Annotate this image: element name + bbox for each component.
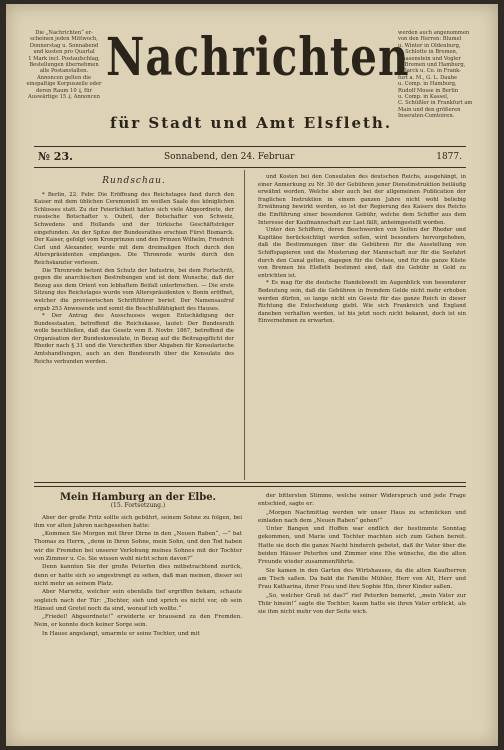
feuilleton-left-column bbox=[34, 492, 242, 638]
feuilleton-paragraph: In Hause angelangt, umarmte er seine Tochter, und mit bbox=[42, 630, 200, 637]
feuilleton-paragraph: Unter Bangen und Hoffen war endlich der bestimmte Sonntag gekommen, und Marie und Tochter machten sich zum Gehen bereit. Hatte sie doch die ganze Nacht hindurch gebetet, daß ihr Vater über die beiden Häuser Peterfen und Zimmer eine Ehe wünsche, die die alten Freunde wieder zusammenführte. bbox=[258, 526, 466, 566]
box-line: und kosten pro Quartal bbox=[33, 49, 95, 56]
feuilleton-subtitle: (15. Fortsetzung.) bbox=[110, 502, 166, 510]
box-line: C. Schlotte in Bremen, bbox=[398, 49, 458, 56]
subscription-info-box bbox=[18, 30, 110, 103]
feuilleton-rule-double bbox=[34, 486, 466, 487]
section-heading-rundschau: Rundschau. bbox=[102, 176, 166, 186]
feuilleton-paragraph: Denn kannten Sie der große Peterfen dies mitbetrachtend zurück, denn er hatte sich so angestrengt zu sehen, daß man meinen, dieser sei nicht mehr an seinem Platz. bbox=[34, 564, 242, 587]
box-line: 1 Mark incl. Postaufschlag, bbox=[28, 55, 100, 62]
box-line: Annoncen gelten die bbox=[36, 74, 92, 81]
feuilleton-right-column bbox=[258, 492, 466, 616]
feuilleton-paragraph: Aber Marwitz, welcher sein ebenfalls tief ergriffen bekam, schaute sogleich nach der Tür: „Tochter, sieh und sprich es nicht vor, ob sein Hänsel und Gretel noch da sind, worauf ich wollte.“ bbox=[34, 589, 242, 612]
box-line: Bestellungen übernehmen bbox=[29, 62, 99, 69]
column-divider bbox=[244, 170, 245, 480]
feuilleton-paragraph: „So, welcher Gruß ist das?“ rief Peterfen bemerkt, „mein Vater zur Thür hinein!“ sagte die Tochter; kaum hatte sie ihren Vater erblickt, als sie ihm nicht mehr von der Seite wich. bbox=[258, 592, 466, 616]
feuilleton-paragraph: der bittersten Stimme, welche seiner Widerspruch und jede Frage entschied, sagte er: bbox=[258, 493, 466, 508]
feuilleton-paragraph: Aber der große Fritz sollte sich gebührt, seinem Sohne zu folgen, bei ihm vor alten Jahren nachgesehen hatte: bbox=[34, 514, 242, 529]
box-line: J. Barck u. Co. in Frank- bbox=[398, 68, 461, 75]
box-line: von den Herren: Blumel bbox=[398, 36, 462, 43]
box-line: alle Postanstalten. bbox=[39, 68, 89, 75]
box-line: Inseraten-Comtoiren. bbox=[398, 113, 455, 120]
box-line: C. Schüßler in Frankfurt am bbox=[398, 100, 473, 107]
feuilleton-paragraph: „Friedel! Abgeordnete!“ erwiderte er brausend zu den Fremden. Nein, er konnte doch keiner Sorge sein. bbox=[34, 614, 242, 629]
masthead-title: Nachrichten bbox=[106, 26, 410, 88]
box-line: u. Comp. in Kassel, bbox=[398, 94, 449, 101]
issue-date: Sonnabend, den 24. Februar bbox=[164, 152, 295, 162]
masthead-subtitle: für Stadt und Amt Elsfleth. bbox=[109, 114, 393, 132]
box-line: Haasenstein und Vogler bbox=[398, 55, 461, 62]
box-line: furt a. M., G. L. Daube bbox=[398, 74, 458, 81]
box-line: scheinen jeden Mittwoch, bbox=[30, 36, 98, 43]
box-line: Donnerstag u. Sonnabend bbox=[29, 42, 99, 49]
article-paragraph: * Es mag für die deutsche Handelswelt im Augenblick von besonderer Bedeutung sein, daß die Gebühren in fremdem Gelde nicht mehr erhoben werden dürfen, so lange nicht ein Gesetz für das ganze Reich in dieser Richtung die Entscheidung giebt. Wie sich Frankreich und England daneben verhalten werden, ist bis jetzt noch nicht bekannt, doch ist ein Einvernehmen zu erwarten. bbox=[258, 280, 466, 325]
box-line: u. Comp. in Hamburg, bbox=[398, 81, 457, 88]
box-line: Main und den größeren bbox=[398, 106, 461, 113]
advertising-agents-box bbox=[398, 30, 488, 123]
article-paragraph: * Berlin, 22. Febr. Die Eröffnung des Reichstages fand durch den Kaiser mit dem üblichen Ceremoniell im weißen Saale des königlichen Schlosses statt. Zu der Feierlichkeit hatten sich viele Abgeordnete, der russische Botschafter v. Oubril, der Botschafter von Schweiz, Schwedens und Hollands und der türkische Geschäftsträger eingefunden. An der Spitze der Bundesrathes erschien Fürst Bismarck. Der Kaiser, gefolgt vom Kronprinzen und den Prinzen Wilhelm, Friedrich Carl und Alexander, wurde mit dem dreimaligen Hoch durch den Alterspräsidenten empfangen. Die Thronrede wurde durch den Reichskanzler verlesen. bbox=[34, 191, 234, 266]
box-line: in Bremen und Hamburg, bbox=[398, 62, 466, 69]
feuilleton-paragraph: „Kommen Sie Morgen mit Ihrer Dirne in den „Neuen Raben“, —“ bat Thomas zu Herrn, „denn in Ihren Sohne, mein Sohn, und den Tod haben wir die Fremden bei unserer Verlobung meines Sohnes mit der Tochter von Zimmer u. Co. Sie wissen wohl nicht schon davon?“ bbox=[34, 531, 242, 563]
article-paragraph: und Kosten bei den Consulaten des deutschen Reichs, ausgehängt, in einer Anmerkung zu Nr. 30 der Gebühren jener Dienstinstruktion beiläufig erwähnt worden. Welche aber auch bei der allgemeinen Publication der fraglichen Instruktion in einem ganzen Jahre nicht wohl beliebig Erwähnung bewirkt werden, so ist der Regierung des Kaisers des Reichs die Einführung einer besonderen Gebühr, welche dem Schiffer aus dem Interesse der Kaufmannschaft zur Last fällt, anheimgestellt worden. bbox=[258, 174, 466, 226]
box-line: Auswärtige 15 ₰. Annoncen bbox=[28, 94, 100, 101]
box-line: Die „Nachrichten“ er- bbox=[35, 30, 93, 36]
article-paragraph: Unter den Schiffern, deren Beschwerden von Seiten der Rheder und Kapitäne berücksichtigt werden sollen, wird besonders hervorgehoben, daß die Bestimmungen über die Gebühren für die Ausstellung von Schiffspapieren und die Musterung der Mannschaft nur für die Seefahrt durch den Canal gelten, dagegen für die Ostsee, und für die ganze Küste von Bremen bis Elsfleth bestimmt sind, daß die Gebühr in Gold zu entrichten ist. bbox=[258, 227, 466, 279]
issue-number: № 23. bbox=[38, 150, 73, 163]
box-line: u. Winter in Oldenburg, bbox=[398, 42, 461, 49]
newspaper-page bbox=[6, 4, 498, 746]
box-line: Rudolf Mosse in Berlin bbox=[398, 87, 459, 94]
feuilleton-paragraph: „Morgen Nachmittag werden wir unser Haus zu schmücken und einladen nach dem „Neuen Raben“ gehen!“ bbox=[258, 509, 466, 524]
box-line: einspaltige Korpuszeile oder bbox=[26, 81, 102, 88]
rundschau-column bbox=[34, 174, 234, 366]
issue-year: 1877. bbox=[436, 152, 462, 162]
article-paragraph: Die Thronrede betont den Schutz der Industrie, bei dem Fortschritt, gegen die anarchischen Bestrebungen und ist dem Wunsche, daß der Bezug aus dem Orient von lebhaftem Beifall unterbrochen. — Die erste Sitzung des Reichstages wurde vom Alterspräsidenten v. Bonin eröffnet, welcher die provisorischen Schriftführer berief. Der Namensaufruf ergab 253 Anwesende und somit die Beschlußfähigkeit des Hauses. bbox=[34, 267, 234, 312]
feuilleton-title: Mein Hamburg an der Elbe. bbox=[59, 492, 217, 503]
feuilleton-paragraph: Sie kamen in den Garten des Wirtshauses, da die alten Kaufherren am Tisch saßen. Da bald die Familie Mühler, Herr von Alt, Herr und Frau Katharina, ihrer Frau und ihre Sophie Hin, ihrer Kinder saßen. bbox=[258, 567, 466, 591]
article-paragraph: * Der Antrag des Ausschusses wegen Entschädigung der Bundesstaaten, betreffend die Reichskasse, lautet: Der Bundesrath wolle beschließen, daß das Gesetz vom 8. Novbr. 1867, betreffend die Organisation der Bundeskonsulate, in Bezug auf die Beitragspflicht der Rheder nach § 31 und die Vorschriften über Abgaben für Konsularische Amtshandlungen, auch an den Bundesrath über die Konsulate des Reichs verbunden werden. bbox=[34, 313, 234, 365]
box-line: deren Raum 10 ₰, für bbox=[36, 87, 92, 94]
box-line: werden auch angenommen bbox=[398, 30, 470, 36]
feuilleton-rule bbox=[34, 482, 466, 483]
issue-bar bbox=[34, 146, 466, 168]
right-article-column bbox=[258, 174, 466, 326]
